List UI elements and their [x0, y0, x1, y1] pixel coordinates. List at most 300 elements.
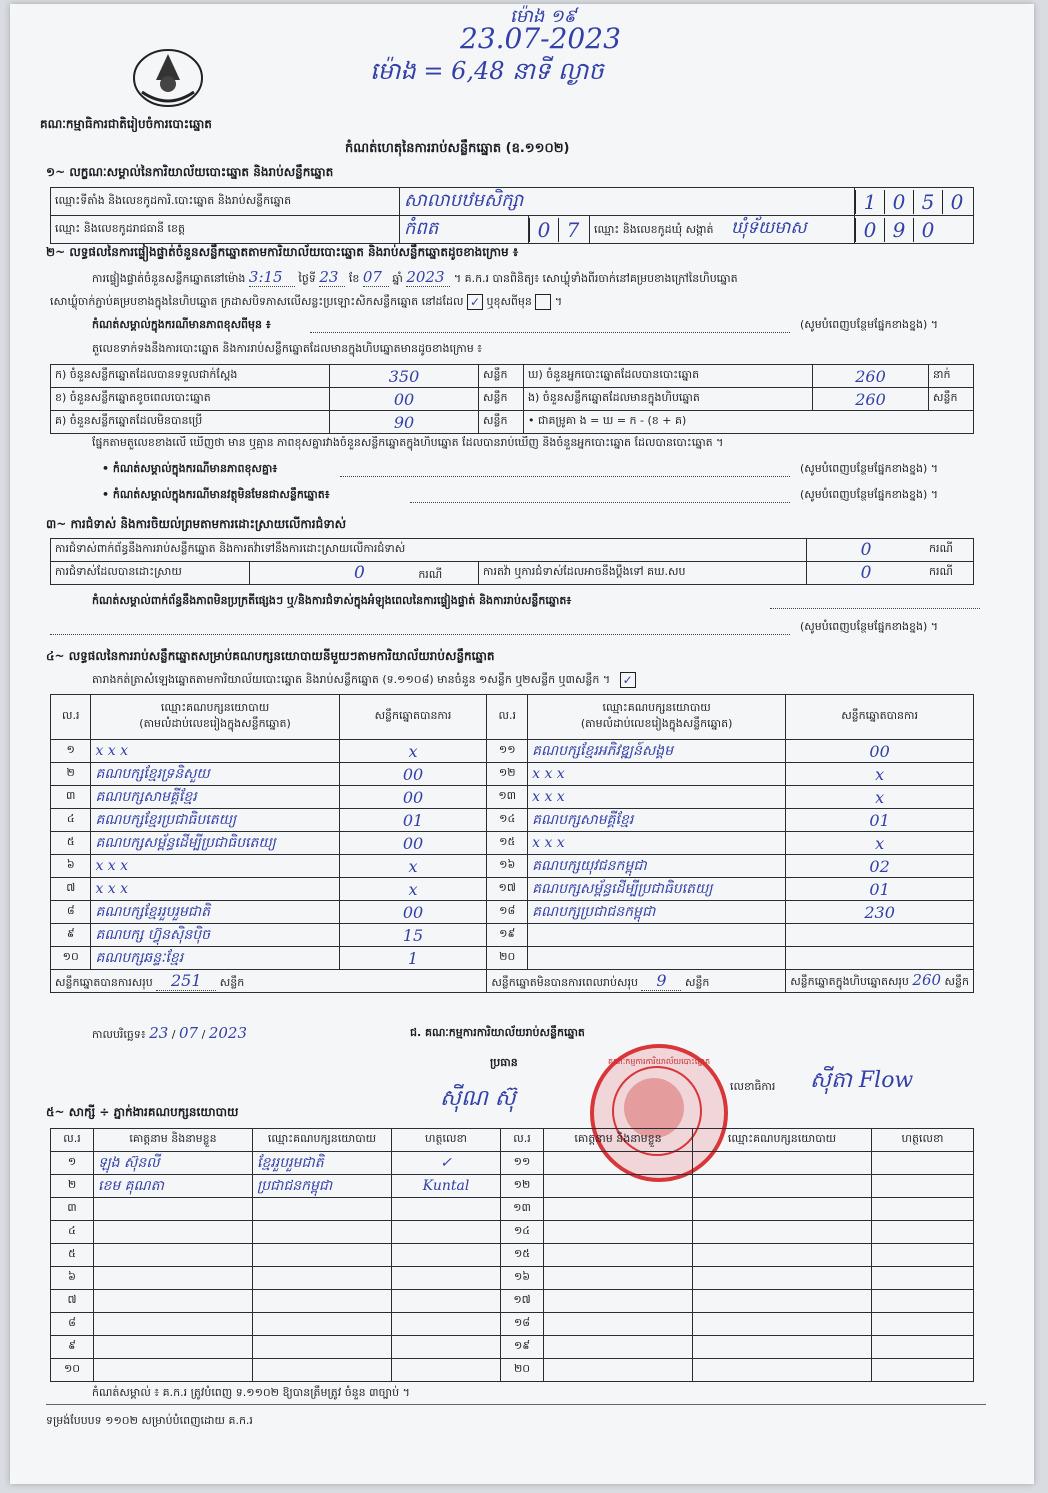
witness-row: [51, 1267, 974, 1290]
form-page: [10, 4, 1034, 1484]
witness-party: [693, 1267, 872, 1290]
witness-name: ឡុង ស៊ុនលី: [94, 1152, 253, 1175]
result-no: ២០: [487, 947, 528, 970]
compare-line: ផ្នែកតាមតួលេខខាងលើ ឃើញថា មាន ឬគ្មាន ភាពខុសគ្នារវាងចំនួនសន្លឹកឆ្នោតក្នុងហិបឆ្នោត ដែលបានរាប់ឃើញ និងចំនួនអ្នកបោះឆ្នោត ដែលបានបោះឆ្នោត ។: [92, 436, 724, 449]
results-col-party: [528, 695, 786, 740]
witness-no: ៥: [51, 1244, 94, 1267]
tally-left-unit: សន្លឹក: [479, 411, 524, 434]
sum-valid-cell: [51, 970, 487, 993]
result-no: ៥: [51, 832, 91, 855]
date-line: កាលបរិច្ឆេទ៖ 23 / 07 / 2023: [92, 1024, 247, 1042]
witness-name: [94, 1290, 253, 1313]
verify-year-label: ឆ្នាំ: [392, 272, 403, 285]
sheets-2-checkbox[interactable]: ✓: [620, 672, 636, 688]
sum-box-value: 260: [912, 971, 942, 989]
witness-row: [51, 1198, 974, 1221]
witness-name: [544, 1290, 693, 1313]
witness-row: [51, 1152, 974, 1175]
results-row: [51, 878, 974, 901]
section3-note-line2: [50, 634, 790, 635]
witness-no: ២: [51, 1175, 94, 1198]
witness-party: [693, 1313, 872, 1336]
witness-no: ១៩: [501, 1336, 544, 1359]
result-party: គណបក្សប្រជាជនកម្ពុជា: [528, 901, 786, 924]
witness-party: [253, 1313, 392, 1336]
intro-table: តួលេខទាក់ទងនឹងការបោះឆ្នោត និងការរាប់សន្លឹកឆ្នោតដែលមានក្នុងហិបឆ្នោតមានដូចខាងក្រោម ៖: [92, 342, 483, 355]
witness-no: ១៣: [501, 1198, 544, 1221]
witness-no: ១២: [501, 1175, 544, 1198]
result-votes: x: [786, 832, 974, 855]
witness-sign: [872, 1359, 974, 1382]
witness-party: ប្រជាជនកម្ពុជា: [253, 1175, 392, 1198]
commune-code-digit: 0: [913, 218, 942, 242]
results-col-votes: សន្លឹកឆ្នោតបានការ: [339, 695, 487, 740]
commune-label: ឈ្មោះ និងលេខកូដឃុំ សង្កាត់: [594, 223, 714, 236]
tally-left-unit: សន្លឹក: [479, 388, 524, 411]
witness-sign: [392, 1313, 501, 1336]
footnote: កំណត់សម្គាល់ ៖ គ.ក.រ ត្រូវបំពេញ ទ.១១០២ ឱ្យបានត្រឹមត្រូវ ចំនួន ៣ច្បាប់ ។: [92, 1386, 410, 1399]
witness-name: [544, 1336, 693, 1359]
witness-party: [253, 1336, 392, 1359]
province-label: ឈ្មោះ និងលេខកូដរាជធានី ខេត្ត: [51, 216, 400, 244]
result-no: ១០: [51, 947, 91, 970]
secretary-signature: ស៊ីតា Flow: [810, 1068, 914, 1093]
date-day: 23: [149, 1024, 169, 1042]
results-row: [51, 855, 974, 878]
verify-line: [92, 268, 738, 288]
commune-code-digit: 0: [855, 218, 884, 242]
witness-no: ១៦: [501, 1267, 544, 1290]
results-body: [51, 740, 974, 970]
witness-sign: [872, 1244, 974, 1267]
witness-col-name: គោត្តនាម និងនាមខ្លួន: [544, 1129, 693, 1152]
tally-left-label: ខ) ចំនួនសន្លឹកឆ្នោតខូចពេលបោះឆ្នោត: [51, 388, 330, 411]
witness-sign: [392, 1290, 501, 1313]
witness-name: [94, 1244, 253, 1267]
witness-row: [51, 1336, 974, 1359]
witness-no: ១០: [51, 1359, 94, 1382]
tally-left-label: គ) ចំនួនសន្លឹកឆ្នោតដែលមិនបានប្រើ: [51, 411, 330, 434]
results-table: [50, 694, 974, 993]
verify-time: 3:15: [249, 268, 295, 287]
witness-no: ១៨: [501, 1313, 544, 1336]
witness-name: [544, 1244, 693, 1267]
witness-party: [693, 1175, 872, 1198]
witness-col-party: ឈ្មោះគណបក្សនយោបាយ: [253, 1129, 392, 1152]
results-row: [51, 901, 974, 924]
result-votes: 00: [339, 901, 487, 924]
witness-name: [94, 1198, 253, 1221]
witness-no: ១: [51, 1152, 94, 1175]
result-votes: 230: [786, 901, 974, 924]
seal-text: សោឃ្លុំចាក់ភ្ជាប់គម្របខាងក្នុងនៃហិបឆ្នោត ក្រដាសបិទភាសលើសន្លះប្រឡោះសិកសន្លឹកឆ្នោត នៅដដែល: [50, 295, 464, 308]
witness-col-no: ល.រ: [501, 1129, 544, 1152]
witness-name: [94, 1336, 253, 1359]
commune-label-cell: [590, 216, 855, 244]
witness-party: [693, 1359, 872, 1382]
witness-sign: [872, 1152, 974, 1175]
bullet-diff-line: [340, 476, 790, 477]
section1-table: [50, 187, 974, 244]
result-party: គណបក្សខ្មែរទ្រនិសួយ: [91, 763, 339, 786]
tally-row: [51, 365, 974, 388]
note-wrong: កំណត់សម្គាល់ក្នុងករណីមានភាពខុសពីមុន ៖: [92, 318, 271, 331]
results-col-party-sub: (តាមលំដាប់លេខរៀងក្នុងសន្លឹកឆ្នោត): [139, 717, 291, 730]
verify-month-label: ខែ: [348, 272, 360, 285]
chair-signature: ស៊ីណ ស៊ុ: [440, 1086, 516, 1111]
witness-sign: [872, 1290, 974, 1313]
witness-sign: Kuntal: [392, 1175, 501, 1198]
result-no: ៨: [51, 901, 91, 924]
witness-sign: [392, 1336, 501, 1359]
result-votes: x: [339, 740, 487, 763]
witness-col-no: ល.រ: [51, 1129, 94, 1152]
tally-table: [50, 364, 974, 434]
witness-name: [94, 1221, 253, 1244]
sum-valid-label: សន្លឹកឆ្នោតបានការសរុប: [55, 975, 153, 989]
witness-name: [544, 1267, 693, 1290]
bullet-object-line: [410, 502, 790, 503]
witness-row: [51, 1313, 974, 1336]
verify-month: 07: [363, 268, 389, 287]
witness-party: [693, 1244, 872, 1267]
tally-right-value: 260: [813, 388, 929, 411]
result-no: ១១: [487, 740, 528, 763]
result-votes: [786, 924, 974, 947]
results-col-no: ល.រ: [51, 695, 91, 740]
tally-right-unit: នាក់: [929, 365, 974, 388]
result-votes: [786, 947, 974, 970]
witness-sign: [392, 1244, 501, 1267]
result-votes: 02: [786, 855, 974, 878]
tally-right-value: 260: [813, 365, 929, 388]
verify-suffix: ។ គ.ក.រ បានពិនិត្យ៖ សោឃ្លុំទាំងពីរចាក់នៅគម្របខាងក្រៅនៃហិបឆ្នោត: [453, 272, 738, 285]
witness-no: ៨: [51, 1313, 94, 1336]
bottom-rule: [46, 1404, 986, 1405]
witness-sign: [872, 1313, 974, 1336]
result-party: x x x: [91, 740, 339, 763]
section4-subline: [92, 672, 636, 689]
witness-sign: [872, 1267, 974, 1290]
sum-invalid-label: សន្លឹកឆ្នោតមិនបានការពេលរាប់សរុប: [491, 975, 638, 989]
result-party: x x x: [91, 855, 339, 878]
committee-label: ជ. គណៈកម្មការការិយាល័យរាប់សន្លឹកឆ្នោត: [410, 1026, 585, 1039]
secretary-label: លេខាធិការ: [730, 1080, 776, 1093]
resolved-value: 0: [354, 562, 365, 583]
verify-prefix: ការផ្ទៀងផ្ទាត់ចំនួនសន្លឹកឆ្នោតនៅម៉ោង: [92, 272, 246, 285]
sum-invalid-cell: [487, 970, 786, 993]
sheets-text: តារាងកត់ត្រាសំឡេងឆ្នោតតាមការិយាល័យបោះឆ្នោត និងរាប់សន្លឹកឆ្នោត (ទ.១១០៨) មានចំនួន ១សន្លឹក ឬ២សន្លឹក ឬ៣សន្លឹក ។: [92, 673, 611, 686]
witness-party: ខ្មែររួបរួមជាតិ: [253, 1152, 392, 1175]
result-no: ១: [51, 740, 91, 763]
bullet-object-fill: (សូមបំពេញបន្ថែមផ្នែកខាងខ្នង) ។: [800, 488, 939, 501]
objection-unit: ករណី: [925, 539, 974, 562]
results-col-party-sub: (តាមលំដាប់លេខរៀងក្នុងសន្លឹកឆ្នោត): [580, 717, 733, 730]
result-no: ១៤: [487, 809, 528, 832]
witness-name: [94, 1313, 253, 1336]
results-row: [51, 947, 974, 970]
witness-row: [51, 1244, 974, 1267]
result-party: គណបក្សសាមគ្គីខ្មែរ: [528, 809, 786, 832]
sum-invalid-value: 9: [641, 971, 681, 991]
result-party: គណបក្សសម្ព័ន្ធដើម្បីប្រជាធិបតេយ្យ: [91, 832, 339, 855]
witness-party: [253, 1198, 392, 1221]
witness-col-sign: ហត្ថលេខា: [392, 1129, 501, 1152]
org-name: គណៈកម្មាធិការជាតិរៀបចំការបោះឆ្នោត: [40, 117, 212, 131]
result-party: គណបក្សខ្មែរប្រជាធិបតេយ្យ: [91, 809, 339, 832]
witness-party: [253, 1290, 392, 1313]
witness-sign: [872, 1221, 974, 1244]
commune-value: ឃុំទ័យមាស: [731, 218, 807, 238]
result-party: [528, 947, 786, 970]
witness-party: [693, 1198, 872, 1221]
witness-no: ១៤: [501, 1221, 544, 1244]
bullet-diff: • កំណត់សម្គាល់ក្នុងករណីមានភាពខុសគ្នា៖: [102, 462, 278, 475]
commune-code: [855, 216, 974, 244]
witness-name: [544, 1175, 693, 1198]
province-code-digit: 0: [529, 218, 558, 242]
handwritten-top-label: ម៉ោង ១៩: [510, 6, 577, 27]
appeal-value: 0: [807, 562, 926, 585]
date-year: 2023: [208, 1024, 247, 1042]
sum-invalid-unit: សន្លឹក: [684, 975, 710, 989]
witness-name: [544, 1313, 693, 1336]
result-votes: 00: [786, 740, 974, 763]
results-row: [51, 809, 974, 832]
witness-name: ខេម គុណតា: [94, 1175, 253, 1198]
witness-no: ៧: [51, 1290, 94, 1313]
results-row: [51, 924, 974, 947]
objection-label: ការជំទាស់ពាក់ព័ន្ធនឹងការរាប់សន្លឹកឆ្នោត និងការតវ៉ាទៅនឹងការដោះស្រាយលើការជំទាស់: [51, 539, 807, 562]
tally-right-label: ឃ) ចំនួនអ្នកបោះឆ្នោតដែលបានបោះឆ្នោត: [524, 365, 813, 388]
tally-left-value: 00: [330, 388, 479, 411]
results-col-party: [91, 695, 339, 740]
result-no: ១៧: [487, 878, 528, 901]
commune-code-digit: 9: [884, 218, 913, 242]
handwritten-time: ម៉ោង = 6,48 នាទី ល្ងាច: [370, 57, 604, 85]
site-code: [855, 188, 974, 216]
section3-note: កំណត់សម្គាល់ពាក់ព័ន្ធនឹងភាពមិនប្រក្រតីផ្សេងៗ ឬ/និងការជំទាស់ក្នុងអំឡុងពេលនៃការផ្ទៀងផ្ទាត់ និងការរាប់សន្លឹកឆ្នោត៖: [92, 594, 572, 607]
witness-party: [693, 1336, 872, 1359]
witness-sign: [872, 1198, 974, 1221]
chair-label: ប្រធាន: [490, 1056, 518, 1069]
section2-heading: ២~ លទ្ធផលនៃការផ្ទៀងផ្ទាត់ចំនួនសន្លឹកឆ្នោតតាមការិយាល័យបោះឆ្នោត និងរាប់សន្លឹកឆ្នោតដូចខាងក្រោម ៖: [46, 245, 519, 259]
site-code-digit: 1: [855, 190, 884, 214]
result-votes: 15: [339, 924, 487, 947]
witness-row: [51, 1175, 974, 1198]
result-votes: x: [339, 855, 487, 878]
witness-party: [253, 1359, 392, 1382]
site-code-digit: 0: [884, 190, 913, 214]
resolved-label: ការជំទាស់ដែលបានដោះស្រាយ: [51, 562, 250, 585]
witness-sign: [392, 1198, 501, 1221]
result-votes: 1: [339, 947, 487, 970]
note-wrong-fill: (សូមបំពេញបន្ថែមផ្នែកខាងខ្នង) ។: [800, 318, 939, 331]
result-party: គណបក្សយុវជនកម្ពុជា: [528, 855, 786, 878]
result-no: ១២: [487, 763, 528, 786]
witness-sign: [392, 1221, 501, 1244]
witness-party: [253, 1244, 392, 1267]
results-col-no: ល.រ: [487, 695, 528, 740]
bullet-object: • កំណត់សម្គាល់ក្នុងករណីមានវត្ថុមិនមែនជាសន្លឹកឆ្នោត៖: [102, 488, 330, 501]
witness-sign: [392, 1267, 501, 1290]
witness-party: [253, 1267, 392, 1290]
witness-name: [544, 1359, 693, 1382]
result-no: ១៥: [487, 832, 528, 855]
witness-name: [94, 1359, 253, 1382]
result-party: x x x: [528, 786, 786, 809]
site-code-digit: 0: [942, 190, 971, 214]
witness-col-sign: ហត្ថលេខា: [872, 1129, 974, 1152]
witness-row: [51, 1359, 974, 1382]
witness-body: [51, 1152, 974, 1382]
result-votes: x: [786, 786, 974, 809]
result-no: ៦: [51, 855, 91, 878]
result-no: ៣: [51, 786, 91, 809]
result-no: ១៦: [487, 855, 528, 878]
result-no: ១៩: [487, 924, 528, 947]
verify-year: 2023: [406, 268, 450, 287]
witness-col-name: គោត្តនាម និងនាមខ្លួន: [94, 1129, 253, 1152]
tally-right-unit: សន្លឹក: [929, 388, 974, 411]
result-party: គណបក្សសម្ព័ន្ធដើម្បីប្រជាធិបតេយ្យ: [528, 878, 786, 901]
witness-party: [693, 1152, 872, 1175]
witness-no: ៣: [51, 1198, 94, 1221]
witness-no: ២០: [501, 1359, 544, 1382]
date-label: កាលបរិច្ឆេទ៖: [92, 1028, 146, 1041]
sum-box-cell: [786, 970, 974, 993]
tally-right-label: ង) ចំនួនសន្លឹកឆ្នោតដែលមានក្នុងហិបឆ្នោត: [524, 388, 813, 411]
verify-day: 23: [319, 268, 345, 287]
witness-no: ១៥: [501, 1244, 544, 1267]
result-party: គណបក្សឆន្ទៈខ្មែរ: [91, 947, 339, 970]
witness-no: ៦: [51, 1267, 94, 1290]
result-votes: 01: [786, 878, 974, 901]
section3-note-line: [770, 608, 980, 609]
section4-heading: ៤~ លទ្ធផលនៃការរាប់សន្លឹកឆ្នោតសម្រាប់គណបក្សនយោបាយនីមួយៗតាមការិយាល័យរាប់សន្លឹកឆ្នោត: [46, 649, 495, 663]
witness-sign: [872, 1336, 974, 1359]
note-wrong-line: [310, 332, 790, 333]
objection-table: [50, 538, 974, 585]
site-label: ឈ្មោះទីតាំង និងលេខកូដការិ.បោះឆ្នោត និងរាប់សន្លឹកឆ្នោត: [51, 188, 400, 216]
results-row: [51, 763, 974, 786]
result-party: [528, 924, 786, 947]
resolved-unit: ករណី: [418, 567, 443, 581]
changed-label: ឬខុសពីមុន: [486, 295, 532, 308]
appeal-unit: ករណី: [925, 562, 974, 585]
witness-sign: [872, 1175, 974, 1198]
form-title: កំណត់ហេតុនៃការរាប់សន្លឹកឆ្នោត (ឧ.១១០២): [345, 141, 570, 156]
result-no: ៤: [51, 809, 91, 832]
witness-no: ១១: [501, 1152, 544, 1175]
witness-row: [51, 1290, 974, 1313]
sum-valid-unit: សន្លឹក: [219, 975, 245, 989]
result-party: គណបក្សខ្មែរអភិវឌ្ឍន៍សង្គម: [528, 740, 786, 763]
result-no: ១៣: [487, 786, 528, 809]
result-party: គណបក្សសាមគ្គីខ្មែរ: [91, 786, 339, 809]
witness-name: [544, 1152, 693, 1175]
results-row: [51, 832, 974, 855]
witness-sign: ✓: [392, 1152, 501, 1175]
same-checkbox[interactable]: ✓: [467, 294, 483, 310]
results-col-party-title: ឈ្មោះគណបក្សនយោបាយ: [602, 701, 711, 714]
tally-left-value: 90: [330, 411, 479, 434]
verify-day-label: ថ្ងៃទី: [298, 272, 316, 285]
sum-box-label: សន្លឹកឆ្នោតក្នុងហិបឆ្នោតសរុប: [790, 975, 909, 988]
result-no: ២: [51, 763, 91, 786]
witness-table: [50, 1128, 974, 1382]
witness-col-party: ឈ្មោះគណបក្សនយោបាយ: [693, 1129, 872, 1152]
witness-party: [253, 1221, 392, 1244]
tally-left-unit: សន្លឹក: [479, 365, 524, 388]
section3-fill: (សូមបំពេញបន្ថែមផ្នែកខាងខ្នង) ។: [800, 620, 939, 633]
result-votes: x: [786, 763, 974, 786]
witness-name: [544, 1198, 693, 1221]
section5-heading: ៥~ សាក្សី ÷ ភ្នាក់ងារគណបក្សនយោបាយ: [46, 1105, 239, 1119]
result-votes: 01: [786, 809, 974, 832]
bullet-diff-fill: (សូមបំពេញបន្ថែមផ្នែកខាងខ្នង) ។: [800, 462, 939, 475]
tally-left-value: 350: [330, 365, 479, 388]
witness-name: [544, 1221, 693, 1244]
result-votes: 01: [339, 809, 487, 832]
witness-party: [693, 1221, 872, 1244]
tally-row: [51, 411, 974, 434]
result-party: x x x: [528, 832, 786, 855]
witness-row: [51, 1221, 974, 1244]
result-votes: 00: [339, 763, 487, 786]
bottom-note: ទម្រង់បែបបទ ១១០២ សម្រាប់បំពេញដោយ គ.ក.រ: [46, 1414, 253, 1427]
objection-value: 0: [807, 539, 926, 562]
result-no: ១៨: [487, 901, 528, 924]
appeal-label: ការតវ៉ា ឬការជំទាស់ដែលអាចនឹងប្តឹងទៅ គឃ.សប: [479, 562, 807, 585]
result-no: ៧: [51, 878, 91, 901]
sum-box-unit: សន្លឹក: [944, 975, 969, 988]
section3-heading: ៣~ ការជំទាស់ និងការចិយល់ព្រមតាមការដោះស្រាយលើការជំទាស់: [46, 517, 347, 531]
result-votes: 00: [339, 832, 487, 855]
witness-party: [693, 1290, 872, 1313]
results-col-party-title: ឈ្មោះគណបក្សនយោបាយ: [160, 701, 270, 714]
province-value: កំពត: [400, 216, 529, 244]
date-month: 07: [179, 1024, 199, 1042]
tally-left-label: ក) ចំនួនសន្លឹកឆ្នោតដែលបានទទួលជាក់ស្តែង: [51, 365, 330, 388]
result-party: x x x: [91, 878, 339, 901]
results-row: [51, 740, 974, 763]
result-votes: 00: [339, 786, 487, 809]
result-no: ៩: [51, 924, 91, 947]
province-code: [529, 216, 590, 244]
site-value: សាលាបឋមសិក្សា: [400, 188, 855, 216]
tally-formula: • ជាគម្រូគា ង = ឃ = ក - (ខ + គ): [524, 411, 974, 434]
result-party: x x x: [528, 763, 786, 786]
changed-checkbox[interactable]: [535, 294, 551, 310]
sum-valid-value: 251: [156, 971, 216, 991]
result-party: គណបក្ស ហ៊្វុនស៊ិនប៉ិច: [91, 924, 339, 947]
resolved-cell: [250, 562, 479, 585]
results-row: [51, 786, 974, 809]
results-col-votes: សន្លឹកឆ្នោតបានការ: [786, 695, 974, 740]
emblem-logo: [128, 40, 208, 112]
witness-no: ១៧: [501, 1290, 544, 1313]
section1-heading: ១~ លក្ខណៈសម្គាល់នៃការិយាល័យបោះឆ្នោត និងរាប់សន្លឹកឆ្នោត: [46, 165, 334, 179]
handwritten-date: 23.07-2023: [460, 22, 621, 55]
result-votes: x: [339, 878, 487, 901]
seal-line: សោឃ្លុំចាក់ភ្ជាប់គម្របខាងក្នុងនៃហិបឆ្នោត ក្រដាសបិទភាសលើសន្លះប្រឡោះសិកសន្លឹកឆ្នោត នៅដដែល ✓ ឬខុសពីមុន ។: [50, 295, 563, 309]
witness-sign: [392, 1359, 501, 1382]
result-party: គណបក្សខ្មែររួបរួមជាតិ: [91, 901, 339, 924]
province-code-digit: 7: [558, 218, 587, 242]
witness-no: ៤: [51, 1221, 94, 1244]
witness-name: [94, 1267, 253, 1290]
